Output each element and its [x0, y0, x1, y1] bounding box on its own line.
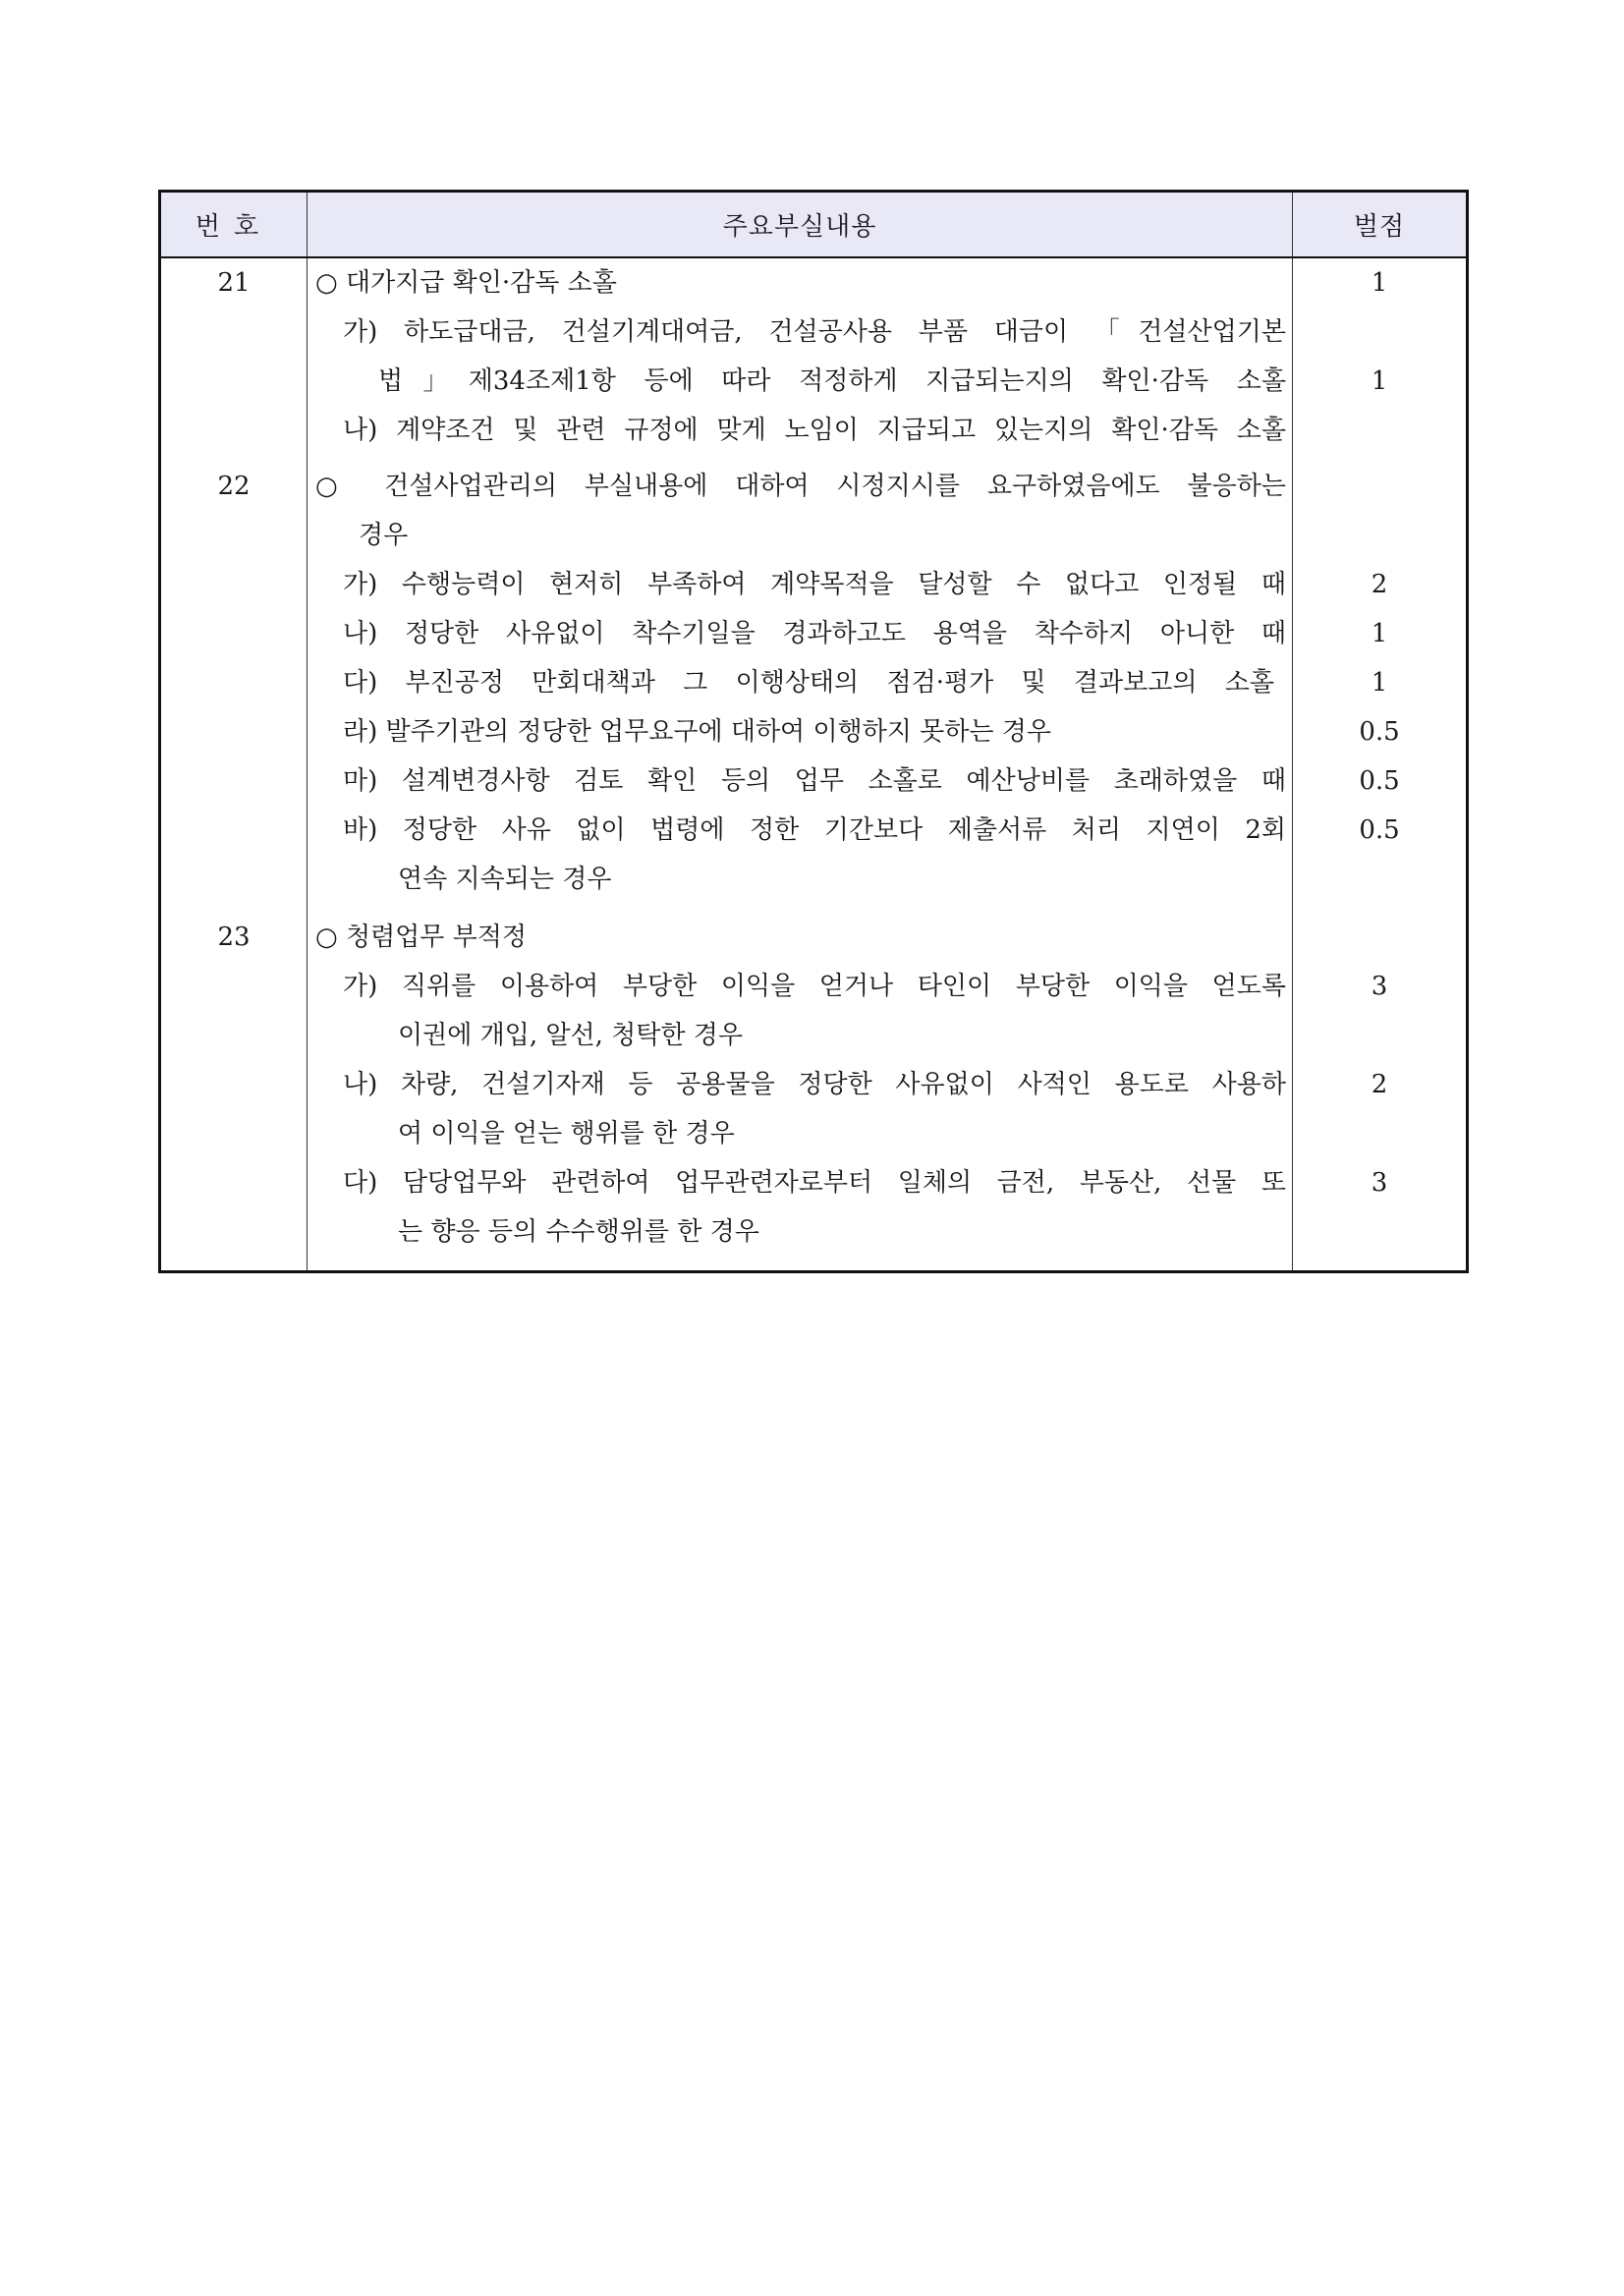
item-score: 0.5 — [1359, 815, 1400, 845]
list-item: 라) 발주기관의 정당한 업무요구에 대하여 이행하지 못하는 경우 — [343, 717, 1052, 747]
header-content: 주요부실내용 — [308, 192, 1293, 258]
list-item: 나) 정당한 사유없이 착수기일을 경과하고도 용역을 착수하지 아니한 때 — [343, 619, 1286, 648]
list-item: 나) 차량, 건설기자재 등 공용물을 정당한 사유없이 사적인 용도로 사용하 — [343, 1070, 1286, 1099]
list-item-continuation: 이권에 개입, 알선, 청탁한 경우 — [398, 1021, 743, 1050]
item-score: 2 — [1371, 1070, 1388, 1099]
section-title-23: ○ 청렴업무 부적정 — [315, 923, 528, 952]
item-score: 1 — [1371, 668, 1388, 698]
list-item-continuation: 연속 지속되는 경우 — [398, 865, 612, 894]
item-score: 3 — [1371, 1168, 1388, 1198]
header-score: 벌점 — [1293, 192, 1468, 258]
number-column — [160, 257, 308, 1271]
item-score: 0.5 — [1359, 766, 1400, 796]
list-item: 마) 설계변경사항 검토 확인 등의 업무 소홀로 예산낭비를 초래하였을 때 — [343, 766, 1286, 796]
table-header-row — [160, 192, 1468, 258]
section-title-21: ○ 대가지급 확인·감독 소홀 — [315, 268, 617, 298]
list-item-continuation: 는 향응 등의 수수행위를 한 경우 — [398, 1217, 759, 1247]
section-number-23: 23 — [217, 923, 251, 952]
list-item-continuation: 법」제34조제1항 등에 따라 적정하게 지급되는지의 확인·감독 소홀 — [378, 366, 1286, 396]
section-number-21: 21 — [217, 268, 251, 298]
list-item: 나) 계약조건 및 관련 규정에 맞게 노임이 지급되고 있는지의 확인·감독 소홀 — [343, 416, 1286, 445]
list-item: 가) 하도급대금, 건설기계대여금, 건설공사용 부품 대금이 「건설산업기본 — [343, 317, 1286, 347]
section-title-22: ○ 건설사업관리의 부실내용에 대하여 시정지시를 요구하였음에도 불응하는 — [315, 472, 1286, 501]
item-score: 2 — [1371, 570, 1388, 599]
list-item: 가) 직위를 이용하여 부당한 이익을 얻거나 타인이 부당한 이익을 얻도록 — [343, 972, 1286, 1001]
list-item: 바) 정당한 사유 없이 법령에 정한 기간보다 제출서류 처리 지연이 2회 — [343, 815, 1286, 845]
table-body-row — [160, 257, 1468, 1271]
list-item: 다) 담당업무와 관련하여 업무관련자로부터 일체의 금전, 부동산, 선물 또 — [343, 1168, 1286, 1198]
list-item: 가) 수행능력이 현저히 부족하여 계약목적을 달성할 수 없다고 인정될 때 — [343, 570, 1286, 599]
item-score: 0.5 — [1359, 717, 1400, 747]
score-column — [1293, 257, 1468, 1271]
header-number: 번호 — [160, 192, 308, 258]
penalty-table — [158, 190, 1469, 1273]
content-column — [308, 257, 1293, 1271]
item-score: 1 — [1371, 366, 1388, 396]
list-item: 다) 부진공정 만회대책과 그 이행상태의 점검·평가 및 결과보고의 소홀 — [343, 668, 1274, 698]
section-number-22: 22 — [217, 472, 251, 501]
item-score: 3 — [1371, 972, 1388, 1001]
section-title-22-continuation: 경우 — [359, 521, 409, 550]
list-item-continuation: 여 이익을 얻는 행위를 한 경우 — [398, 1119, 735, 1148]
section-score-21: 1 — [1371, 268, 1388, 298]
item-score: 1 — [1371, 619, 1388, 648]
